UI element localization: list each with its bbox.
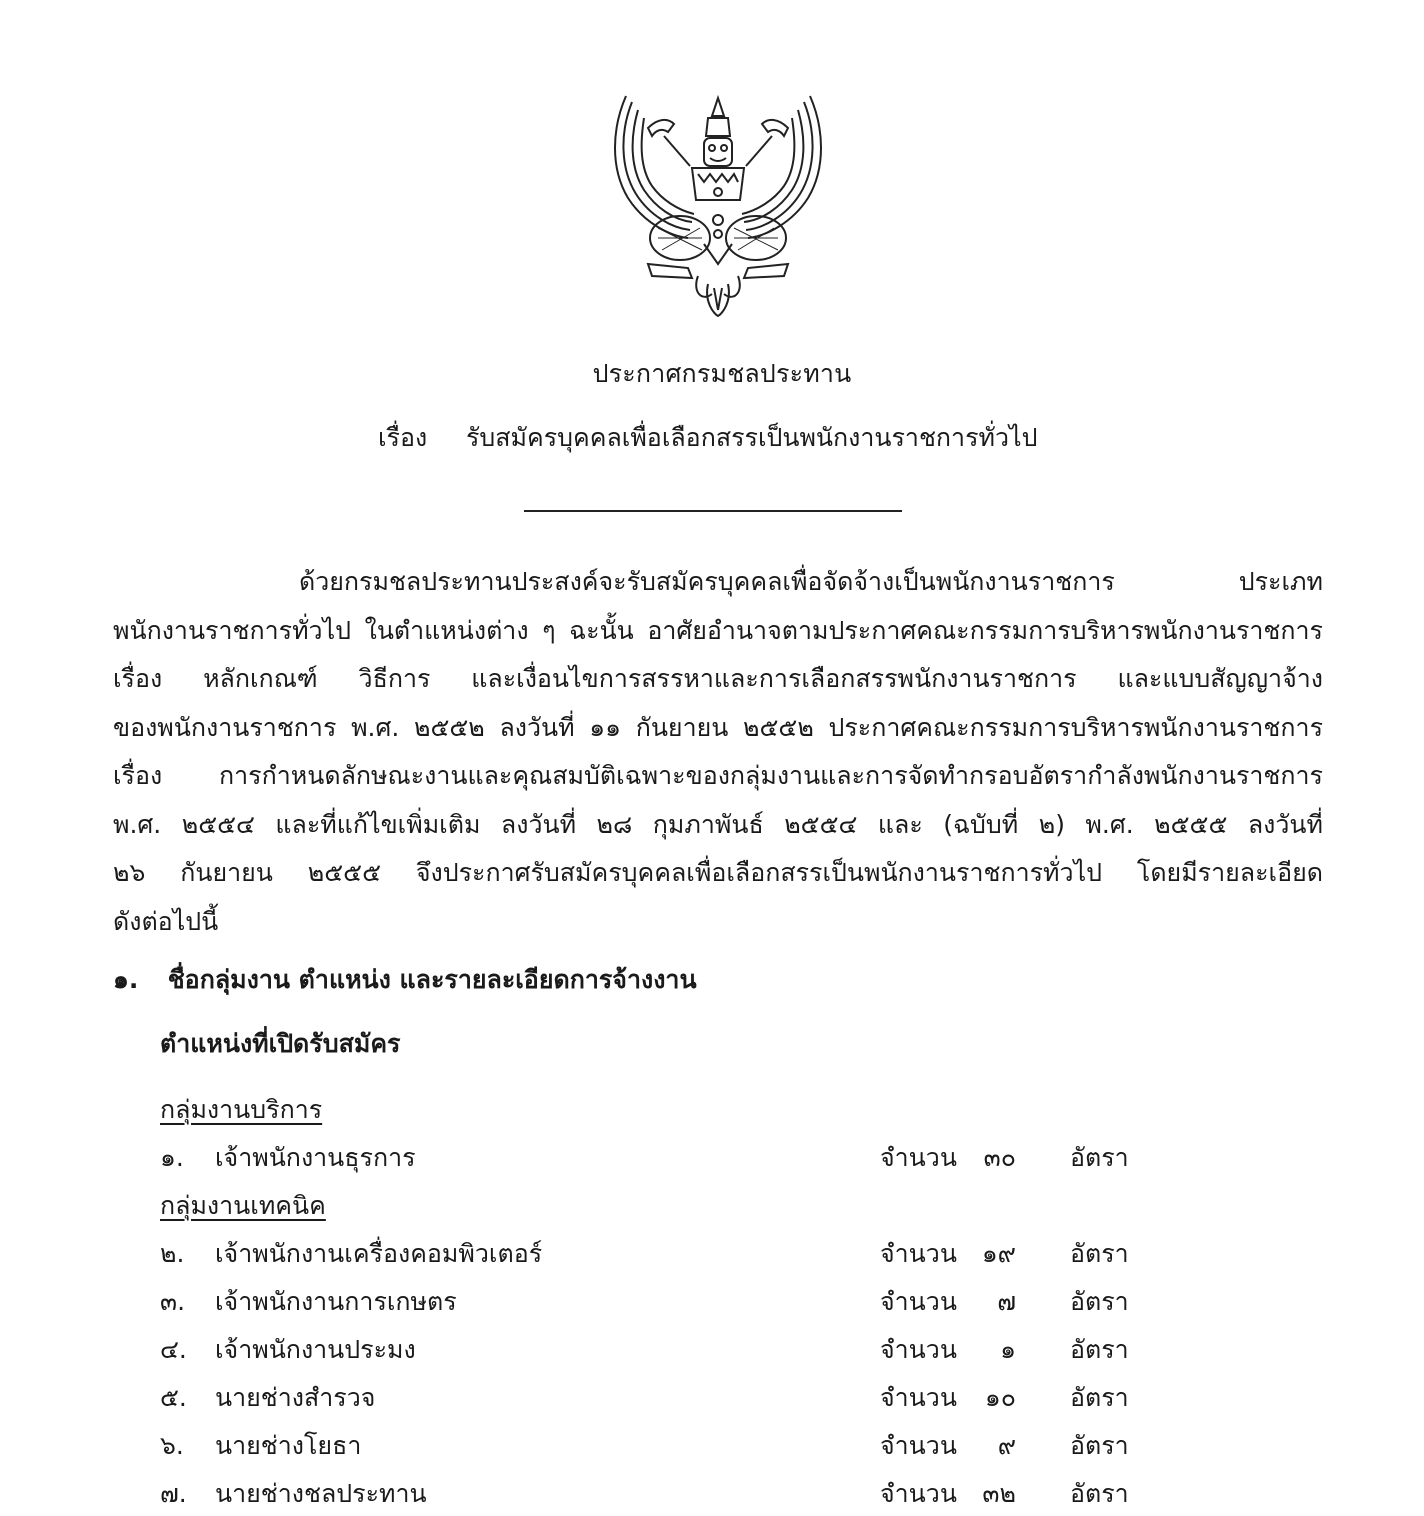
position-name: นายช่างโยธา — [215, 1431, 362, 1460]
count-label: จำนวน — [880, 1239, 957, 1268]
position-count: ๑๙ — [981, 1239, 1016, 1268]
body-line: พนักงานราชการทั่วไป ในตำแหน่งต่าง ๆ ฉะนั้น อาศัยอำนาจตามประกาศคณะกรรมการบริหารพนักงานราชการ — [113, 615, 1323, 645]
position-number: ๔. — [160, 1335, 187, 1364]
position-number: ๒. — [160, 1239, 185, 1268]
group-label-technical: กลุ่มงานเทคนิค — [160, 1191, 326, 1220]
section-number: ๑. — [113, 965, 139, 994]
body-line: ๒๖ กันยายน ๒๕๕๕ จึงประกาศรับสมัครบุคคลเพื่อเลือกสรรเป็นพนักงานราชการทั่วไป โดยมีรายละเอียด — [113, 858, 1323, 887]
position-number: ๓. — [160, 1287, 186, 1316]
position-number: ๑. — [160, 1143, 184, 1172]
body-line: เรื่อง การกำหนดลักษณะงานและคุณสมบัติเฉพาะของกลุ่มงานและการจัดทำกรอบอัตรากำลังพนักงานราชการ — [113, 761, 1323, 790]
body-line: เรื่อง หลักเกณฑ์ วิธีการ และเงื่อนไขการสรรหาและการเลือกสรรพนักงานราชการ และแบบสัญญาจ้าง — [113, 664, 1323, 693]
subject-row — [378, 418, 1038, 458]
count-label: จำนวน — [880, 1143, 957, 1172]
count-unit: อัตรา — [1070, 1479, 1129, 1508]
position-name: เจ้าพนักงานธุรการ — [215, 1143, 416, 1172]
position-name: นายช่างสำรวจ — [215, 1383, 376, 1412]
subject-label: เรื่อง — [378, 423, 428, 452]
position-count: ๓๐ — [983, 1143, 1016, 1172]
position-name: เจ้าพนักงานเครื่องคอมพิวเตอร์ — [215, 1239, 543, 1268]
count-label: จำนวน — [880, 1383, 957, 1412]
position-number: ๗. — [160, 1479, 187, 1508]
subject-text: รับสมัครบุคคลเพื่อเลือกสรรเป็นพนักงานราชการทั่วไป — [465, 423, 1038, 452]
body-line: พ.ศ. ๒๕๕๔ และที่แก้ไขเพิ่มเติม ลงวันที่ ๒๘ กุมภาพันธ์ ๒๕๕๔ และ (ฉบับที่ ๒) พ.ศ. ๒๕๕๕ ลงวันที่ — [113, 809, 1323, 839]
section-1-heading — [113, 960, 697, 1000]
garuda-emblem-icon — [608, 88, 828, 320]
position-row — [160, 1234, 1160, 1274]
count-unit: อัตรา — [1070, 1431, 1129, 1460]
section-title: ชื่อกลุ่มงาน ตำแหน่ง และรายละเอียดการจ้างงาน — [167, 965, 697, 994]
position-name: เจ้าพนักงานการเกษตร — [215, 1287, 457, 1316]
position-row — [160, 1378, 1160, 1418]
count-unit: อัตรา — [1070, 1335, 1129, 1364]
position-row — [160, 1138, 1160, 1178]
position-count: ๗ — [997, 1287, 1016, 1316]
body-paragraph — [113, 558, 1323, 946]
count-label: จำนวน — [880, 1335, 957, 1364]
count-label: จำนวน — [880, 1431, 957, 1460]
count-unit: อัตรา — [1070, 1383, 1129, 1412]
position-number: ๖. — [160, 1431, 184, 1460]
position-count: ๑ — [1000, 1335, 1016, 1364]
count-label: จำนวน — [880, 1287, 957, 1316]
body-line: ด้วยกรมชลประทานประสงค์จะรับสมัครบุคคลเพื่อจัดจ้างเป็นพนักงานราชการ ประเภท — [299, 567, 1323, 596]
group-label-services: กลุ่มงานบริการ — [160, 1095, 323, 1124]
title-divider — [524, 510, 902, 512]
position-count: ๓๒ — [982, 1479, 1016, 1508]
announcement-title: ประกาศกรมชลประทาน — [592, 359, 852, 388]
position-name: เจ้าพนักงานประมง — [215, 1335, 416, 1364]
count-label: จำนวน — [880, 1479, 957, 1508]
position-row — [160, 1330, 1160, 1370]
position-number: ๕. — [160, 1383, 187, 1412]
count-unit: อัตรา — [1070, 1287, 1129, 1316]
position-row — [160, 1474, 1160, 1514]
body-line: ของพนักงานราชการ พ.ศ. ๒๕๕๒ ลงวันที่ ๑๑ กันยายน ๒๕๕๒ ประกาศคณะกรรมการบริหารพนักงานราชการ — [113, 712, 1324, 742]
open-positions-heading: ตำแหน่งที่เปิดรับสมัคร — [160, 1029, 401, 1058]
count-unit: อัตรา — [1070, 1239, 1129, 1268]
position-count: ๙ — [997, 1431, 1016, 1460]
count-unit: อัตรา — [1070, 1143, 1129, 1172]
position-row — [160, 1282, 1160, 1322]
body-line: ดังต่อไปนี้ — [113, 906, 219, 936]
position-name: นายช่างชลประทาน — [215, 1479, 427, 1508]
position-count: ๑๐ — [984, 1383, 1016, 1412]
position-row — [160, 1426, 1160, 1466]
